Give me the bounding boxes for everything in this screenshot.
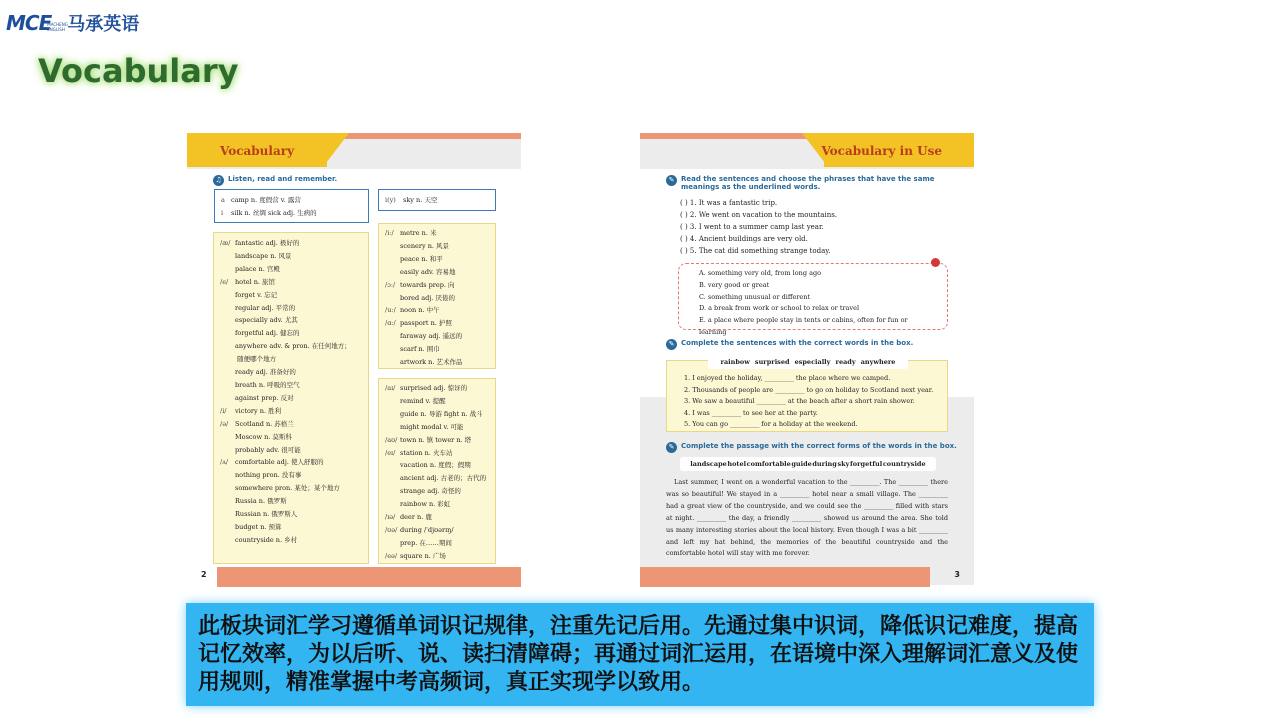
vocab-word: breath n. 呼吸的空气 bbox=[235, 380, 300, 389]
vocab-entry bbox=[385, 472, 489, 485]
vocab-word: scarf n. 围巾 bbox=[400, 345, 440, 354]
vocab-word: forgetful adj. 健忘的 bbox=[235, 329, 300, 338]
phonetic-symbol: a bbox=[221, 196, 225, 204]
exercise2-sentence: 4. I was _________ to see her at the party. bbox=[684, 408, 818, 417]
vocab-word: palace n. 宫殿 bbox=[235, 264, 280, 273]
vocab-entry bbox=[385, 227, 489, 240]
vocab-entry bbox=[385, 537, 489, 550]
vocab-entry bbox=[221, 207, 362, 220]
exercise2-sentence: 5. You can go _________ for a holiday at the weekend. bbox=[684, 420, 858, 428]
pencil-icon: ✎ bbox=[666, 175, 677, 186]
exercise2-sentences bbox=[684, 373, 933, 431]
vocab-entry bbox=[385, 408, 489, 421]
vocab-word: during /ˈdjʊərɪŋ/ bbox=[400, 525, 454, 534]
caption-text: 此板块词汇学习遵循单词识记规律，注重先记后用。先通过集中识词，降低识记难度，提高记忆效率，为以后听、说、读扫清障碍；再通过词汇运用，在语境中深入理解词汇意义及使用规则，精准掌握中考高频词，真正实现学以致用。 bbox=[198, 614, 1079, 695]
exercise2-sentence: 2. Thousands of people are _________ to go on holiday to Scotland next year. bbox=[684, 385, 934, 394]
vocab-entry bbox=[385, 395, 489, 408]
vocab-word: sky n. 天空 bbox=[403, 196, 438, 204]
headphones-icon: ♫ bbox=[213, 175, 224, 186]
vocab-word: metre n. 米 bbox=[400, 229, 437, 237]
page-number-left: 2 bbox=[201, 570, 207, 579]
vocab-word: especially adv. 尤其 bbox=[235, 316, 298, 325]
exercise1-sentence: ( ) 2. We went on vacation to the mountains. bbox=[680, 211, 838, 219]
phonetic-symbol: /ɪə/ bbox=[385, 513, 396, 522]
vocab-entry bbox=[385, 550, 489, 563]
vocab-word: Moscow n. 莫斯科 bbox=[235, 432, 292, 441]
word-bank-item: comfortable bbox=[746, 460, 791, 468]
vocab-entry bbox=[220, 327, 362, 340]
vocab-entry bbox=[220, 521, 362, 534]
exercise1-instruction bbox=[666, 175, 956, 191]
salmon-strip-top bbox=[337, 133, 521, 139]
word-bank-item: hotel bbox=[727, 460, 747, 468]
vocab-word: nothing pron. 没有事 bbox=[235, 471, 302, 480]
vocab-entry bbox=[220, 482, 362, 495]
vowel-word-list-2 bbox=[378, 223, 496, 369]
vocab-word: noon n. 中午 bbox=[400, 306, 440, 315]
vocab-word: station n. 火车站 bbox=[400, 448, 453, 457]
instruction-text: Listen, read and remember. bbox=[228, 175, 338, 183]
phonetic-symbol: /ʊə/ bbox=[385, 525, 398, 534]
vocab-entry bbox=[220, 508, 362, 521]
vocab-word: silk n. 丝绸 sick adj. 生病的 bbox=[231, 208, 317, 217]
vocab-entry bbox=[220, 302, 362, 315]
word-bank-item: rainbow bbox=[720, 358, 750, 366]
vocab-entry bbox=[220, 418, 362, 431]
option-item: A. something very old, from long ago bbox=[699, 269, 822, 277]
ex2-instruction-text: Complete the sentences with the correct words in the box. bbox=[681, 339, 914, 347]
caption-box bbox=[186, 603, 1094, 706]
logo-chinese-name: 马承英语 bbox=[67, 14, 140, 35]
vocab-entry bbox=[385, 498, 489, 511]
phonetic-symbol: i bbox=[221, 208, 224, 217]
phonetic-symbol: /uː/ bbox=[385, 306, 396, 315]
vocab-entry bbox=[385, 524, 489, 537]
vocab-word: faraway adj. 遥远的 bbox=[400, 332, 463, 341]
vocab-word: budget n. 预算 bbox=[235, 522, 282, 531]
vocab-word: camp n. 度假营 v. 露营 bbox=[231, 196, 301, 204]
exercise2-word-bank bbox=[708, 355, 908, 369]
logo-mark: MCE bbox=[6, 11, 52, 35]
vocab-word: probably adv. 很可能 bbox=[235, 445, 301, 454]
vocab-word: hotel n. 旅馆 bbox=[235, 277, 276, 286]
phonetic-symbol: /æ/ bbox=[220, 239, 231, 247]
pencil-icon: ✎ bbox=[666, 442, 677, 453]
vocab-word: surprised adj. 惊讶的 bbox=[400, 384, 468, 392]
vocab-word: strange adj. 奇怪的 bbox=[400, 487, 461, 496]
vocab-word: regular adj. 平常的 bbox=[235, 303, 296, 312]
vocab-word: comfortable adj. 使人舒服的 bbox=[235, 458, 324, 467]
exercise2-sentence: 1. I enjoyed the holiday, _________ the place where we camped. bbox=[684, 374, 891, 382]
vocab-word: deer n. 鹿 bbox=[400, 513, 432, 522]
pencil-icon: ✎ bbox=[666, 339, 677, 350]
vocab-entry bbox=[385, 434, 489, 447]
word-bank-item: landscape bbox=[690, 460, 727, 468]
vocab-entry bbox=[220, 263, 362, 276]
vocab-word: scenery n. 风景 bbox=[400, 241, 450, 250]
ex1-instruction-text: Read the sentences and choose the phrases that have the same meanings as the underlined words. bbox=[681, 175, 935, 191]
logo-subtext: MACHENG ENGLISH bbox=[47, 22, 68, 32]
exercise1-sentences bbox=[680, 197, 837, 257]
vocab-entry bbox=[220, 340, 362, 353]
vocab-entry bbox=[385, 279, 489, 292]
vocab-word: peace n. 和平 bbox=[400, 254, 443, 263]
options-box bbox=[678, 263, 948, 336]
exercise3-word-bank bbox=[680, 457, 936, 471]
vocab-word: might modal v. 可能 bbox=[400, 422, 464, 431]
vocab-entry bbox=[385, 330, 489, 343]
vocab-entry bbox=[220, 289, 362, 302]
phonetic-symbol: /eɪ/ bbox=[385, 448, 396, 457]
vocab-entry bbox=[385, 459, 489, 472]
vocab-entry bbox=[385, 194, 489, 207]
exercise3-instruction bbox=[666, 442, 957, 453]
vocab-word: square n. 广场 bbox=[400, 551, 446, 560]
vocab-entry bbox=[385, 356, 489, 369]
vocab-word: prep. 在……期间 bbox=[400, 538, 452, 547]
word-bank-item: ready bbox=[835, 358, 856, 366]
vocab-word: Russia n. 俄罗斯 bbox=[235, 497, 287, 506]
vocab-entry bbox=[385, 485, 489, 498]
page-number-right: 3 bbox=[954, 570, 960, 579]
word-bank-item: surprised bbox=[754, 358, 790, 366]
vowel-word-list-3 bbox=[378, 378, 496, 564]
vocab-word: somewhere pron. 某处；某个地方 bbox=[235, 484, 340, 493]
phonetic-symbol: /eə/ bbox=[385, 551, 398, 560]
listen-instruction bbox=[213, 175, 337, 186]
vocab-word: ancient adj. 古老的；古代的 bbox=[400, 474, 487, 483]
exercise1-sentence: ( ) 4. Ancient buildings are very old. bbox=[680, 235, 808, 243]
blue-word-box-right bbox=[378, 189, 496, 211]
vocab-entry bbox=[220, 456, 362, 469]
vocab-entry bbox=[385, 447, 489, 460]
ex3-instruction-text: Complete the passage with the correct forms of the words in the box. bbox=[681, 442, 957, 450]
vocab-entry bbox=[385, 382, 489, 395]
vocab-word: vacation n. 度假；假期 bbox=[400, 461, 471, 470]
vocab-entry bbox=[220, 250, 362, 263]
slide-title: Vocabulary bbox=[38, 52, 239, 90]
salmon-strip-bottom bbox=[217, 567, 521, 587]
vocab-word: towards prep. 向 bbox=[400, 280, 455, 289]
right-page-heading: Vocabulary in Use bbox=[821, 144, 942, 158]
vocab-entry bbox=[220, 379, 362, 392]
vocab-entry bbox=[220, 469, 362, 482]
vocab-entry bbox=[220, 444, 362, 457]
word-bank-item: countryside bbox=[882, 460, 926, 468]
option-item: D. a break from work or school to relax or travel bbox=[699, 304, 860, 313]
vocab-word: countryside n. 乡村 bbox=[235, 535, 298, 544]
vocab-entry bbox=[385, 292, 489, 305]
vocab-word: 随便哪个地方 bbox=[235, 355, 277, 364]
logo bbox=[6, 8, 139, 38]
vocab-word: fantastic adj. 极好的 bbox=[235, 239, 300, 247]
salmon-strip-top bbox=[640, 133, 810, 139]
exercise1-sentence: ( ) 3. I went to a summer camp last year. bbox=[680, 223, 824, 231]
vocab-word: remind v. 提醒 bbox=[400, 396, 446, 405]
exercise2-sentence: 3. We saw a beautiful _________ at the beach after a short rain shower. bbox=[684, 397, 915, 405]
vocab-entry bbox=[220, 495, 362, 508]
phonetic-symbol: /ɔː/ bbox=[385, 280, 396, 289]
option-item: B. very good or great bbox=[699, 280, 770, 289]
heading-banner-tip bbox=[323, 133, 349, 167]
option-item: C. something unusual or different bbox=[699, 292, 811, 301]
vocab-entry bbox=[220, 276, 362, 289]
phonetic-symbol: /aʊ/ bbox=[385, 435, 398, 444]
blue-word-box-left bbox=[214, 189, 369, 223]
exercise1-sentence: ( ) 1. It was a fantastic trip. bbox=[680, 199, 778, 207]
word-bank-item: forgetful bbox=[850, 460, 883, 468]
vocab-entry bbox=[385, 421, 489, 434]
vocab-entry bbox=[385, 253, 489, 266]
exercise1-sentence: ( ) 5. The cat did something strange today. bbox=[680, 247, 831, 255]
vocab-word: easily adv. 容易地 bbox=[400, 267, 456, 276]
vocab-entry bbox=[385, 240, 489, 253]
vocab-word: ready adj. 准备好的 bbox=[235, 368, 296, 377]
vocab-word: against prep. 反对 bbox=[235, 393, 294, 402]
phonetic-symbol: /i/ bbox=[220, 406, 227, 415]
vocab-word: Russian n. 俄罗斯人 bbox=[235, 510, 298, 519]
word-bank-item: guide bbox=[791, 460, 812, 468]
vocab-word: passport n. 护照 bbox=[400, 319, 452, 328]
vocab-word: rainbow n. 彩虹 bbox=[400, 500, 451, 509]
left-page-heading: Vocabulary bbox=[220, 144, 295, 158]
word-bank-item: anywhere bbox=[860, 358, 896, 366]
vocab-entry bbox=[220, 431, 362, 444]
vocab-entry bbox=[385, 511, 489, 524]
vocab-entry bbox=[220, 534, 362, 547]
vocab-word: landscape n. 风景 bbox=[235, 251, 292, 260]
vocab-word: guide n. 导游 fight n. 战斗 bbox=[400, 409, 483, 418]
word-bank-item: especially bbox=[794, 358, 831, 366]
vocab-word: bored adj. 厌倦的 bbox=[400, 293, 455, 302]
phonetic-symbol: /ʌ/ bbox=[220, 458, 229, 467]
phonetic-symbol: /e/ bbox=[220, 277, 229, 286]
vocab-word: artwork n. 艺术作品 bbox=[400, 358, 463, 367]
exercise3-passage: Last summer, I went on a wonderful vacation to the _________. The _________ there was so beautiful! We stayed in a _________ hotel near a small village. The _________ had a great view of the countryside, and we could see the _________ filled with stars at night. _________ the day, a friendly _________ showed us around the area. She told us many interesting stories about the local history. Even though I was a bit _________ and left my hat behind, the memories of the beautiful countryside and the comfortable hotel will stay with me forever. bbox=[666, 478, 948, 558]
word-bank-item: sky bbox=[837, 460, 850, 468]
vocab-entry bbox=[221, 194, 362, 207]
phonetic-symbol: /aɪ/ bbox=[385, 384, 396, 392]
salmon-strip-bottom bbox=[640, 567, 930, 587]
vocab-entry bbox=[385, 266, 489, 279]
vocab-entry bbox=[385, 317, 489, 330]
vocab-entry bbox=[220, 314, 362, 327]
word-bank-item: during bbox=[812, 460, 837, 468]
vocab-entry bbox=[220, 237, 362, 250]
phonetic-symbol: /ə/ bbox=[220, 419, 229, 428]
left-textbook-page bbox=[187, 133, 521, 587]
vocab-entry bbox=[220, 392, 362, 405]
vocab-word: anywhere adv. & pron. 在任何地方； bbox=[235, 342, 351, 351]
pin-icon bbox=[931, 258, 940, 267]
vocab-word: town n. 镇 tower n. 塔 bbox=[400, 435, 472, 444]
phonetic-symbol: i(y) bbox=[385, 196, 396, 204]
vowel-word-list-1 bbox=[213, 232, 369, 564]
vocab-entry bbox=[385, 343, 489, 356]
vocab-entry bbox=[220, 353, 362, 366]
vocab-entry bbox=[220, 366, 362, 379]
right-textbook-page bbox=[640, 133, 974, 587]
vocab-word: Scotland n. 苏格兰 bbox=[235, 419, 294, 428]
option-item: E. a place where people stay in tents or cabins, often for fun or learning bbox=[699, 316, 908, 336]
phonetic-symbol: /iː/ bbox=[385, 229, 394, 237]
vocab-entry bbox=[220, 405, 362, 418]
exercise2-instruction bbox=[666, 339, 913, 350]
vocab-word: forget v. 忘记 bbox=[235, 290, 278, 299]
phonetic-symbol: /ɑː/ bbox=[385, 319, 396, 328]
vocab-word: victory n. 胜利 bbox=[235, 406, 282, 415]
vocab-entry bbox=[385, 304, 489, 317]
